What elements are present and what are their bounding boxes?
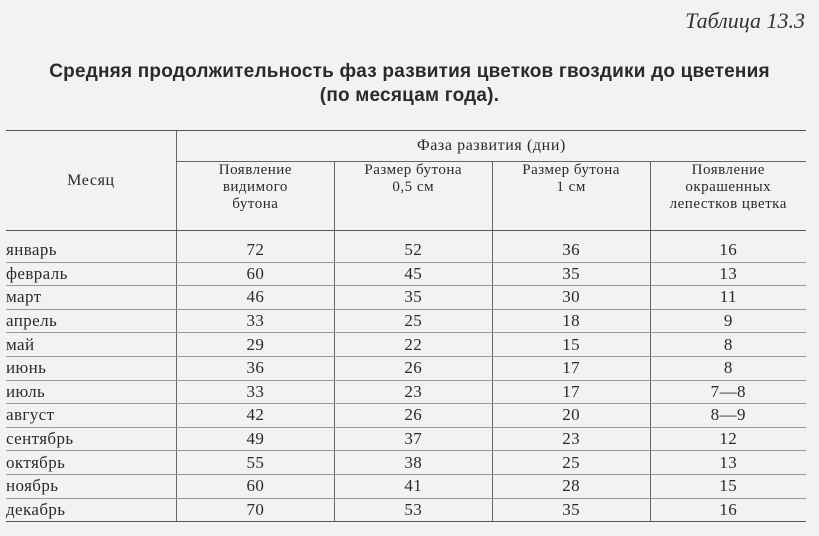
phase-group-header: Фаза развития (дни) (176, 131, 806, 162)
phases-table (6, 130, 806, 522)
value-cell: 46 (176, 286, 334, 310)
value-cell: 37 (334, 427, 492, 451)
value-cell: 26 (334, 356, 492, 380)
table-row (6, 427, 806, 451)
value-cell: 36 (176, 356, 334, 380)
value-cell: 45 (334, 262, 492, 286)
header-text: видимого (222, 179, 288, 195)
table-title (0, 60, 819, 108)
header-text: Размер бутона (522, 162, 620, 178)
table-row (6, 380, 806, 404)
value-cell: 35 (492, 498, 650, 522)
table-number: Таблица 13.3 (685, 8, 805, 33)
value-cell: 38 (334, 451, 492, 475)
value-cell: 13 (650, 451, 806, 475)
table-row (6, 498, 806, 522)
table-title-line-1: Средняя продолжительность фаз развития цветков гвоздики до цветения (49, 61, 770, 82)
value-cell: 15 (492, 333, 650, 357)
value-cell: 15 (650, 474, 806, 498)
column-header-bud-0-5cm (334, 162, 492, 231)
value-cell: 70 (176, 498, 334, 522)
value-cell: 23 (492, 427, 650, 451)
value-cell: 53 (334, 498, 492, 522)
month-cell: май (6, 333, 176, 357)
column-header-bud-1cm (492, 162, 650, 231)
value-cell: 49 (176, 427, 334, 451)
table-row (6, 231, 806, 263)
header-text: 0,5 см (392, 179, 435, 195)
value-cell: 22 (334, 333, 492, 357)
header-text: лепестков цветка (669, 196, 787, 212)
month-cell: январь (6, 231, 176, 263)
table-row (6, 474, 806, 498)
value-cell: 52 (334, 231, 492, 263)
value-cell: 60 (176, 474, 334, 498)
month-cell: сентябрь (6, 427, 176, 451)
month-cell: декабрь (6, 498, 176, 522)
month-cell: июнь (6, 356, 176, 380)
value-cell: 11 (650, 286, 806, 310)
value-cell: 8 (650, 356, 806, 380)
header-text: 1 см (556, 179, 586, 195)
month-cell: март (6, 286, 176, 310)
value-cell: 25 (334, 309, 492, 333)
table-row (6, 333, 806, 357)
value-cell: 9 (650, 309, 806, 333)
value-cell: 42 (176, 404, 334, 428)
value-cell: 17 (492, 380, 650, 404)
value-cell: 17 (492, 356, 650, 380)
value-cell: 8—9 (650, 404, 806, 428)
table-row (6, 451, 806, 475)
value-cell: 41 (334, 474, 492, 498)
value-cell: 12 (650, 427, 806, 451)
value-cell: 30 (492, 286, 650, 310)
table-row (6, 356, 806, 380)
column-header-colored-petals (650, 162, 806, 231)
value-cell: 35 (334, 286, 492, 310)
value-cell: 18 (492, 309, 650, 333)
value-cell: 8 (650, 333, 806, 357)
header-text: Появление (691, 162, 765, 178)
value-cell: 33 (176, 380, 334, 404)
value-cell: 13 (650, 262, 806, 286)
value-cell: 35 (492, 262, 650, 286)
value-cell: 7—8 (650, 380, 806, 404)
table-row (6, 404, 806, 428)
month-cell: ноябрь (6, 474, 176, 498)
header-text: Появление (218, 162, 292, 178)
month-column-header: Месяц (6, 131, 176, 231)
value-cell: 16 (650, 498, 806, 522)
month-cell: июль (6, 380, 176, 404)
value-cell: 60 (176, 262, 334, 286)
value-cell: 16 (650, 231, 806, 263)
table-row (6, 286, 806, 310)
value-cell: 29 (176, 333, 334, 357)
value-cell: 72 (176, 231, 334, 263)
month-cell: апрель (6, 309, 176, 333)
table-row (6, 309, 806, 333)
month-cell: февраль (6, 262, 176, 286)
header-text: окрашенных (685, 179, 772, 195)
value-cell: 33 (176, 309, 334, 333)
value-cell: 25 (492, 451, 650, 475)
value-cell: 55 (176, 451, 334, 475)
value-cell: 23 (334, 380, 492, 404)
column-header-visible-bud (176, 162, 334, 231)
table-title-line-2: (по месяцам года). (319, 85, 500, 106)
month-cell: август (6, 404, 176, 428)
value-cell: 28 (492, 474, 650, 498)
value-cell: 36 (492, 231, 650, 263)
month-cell: октябрь (6, 451, 176, 475)
header-text: бутона (232, 196, 279, 212)
header-text: Размер бутона (364, 162, 463, 178)
value-cell: 20 (492, 404, 650, 428)
table-row (6, 262, 806, 286)
value-cell: 26 (334, 404, 492, 428)
